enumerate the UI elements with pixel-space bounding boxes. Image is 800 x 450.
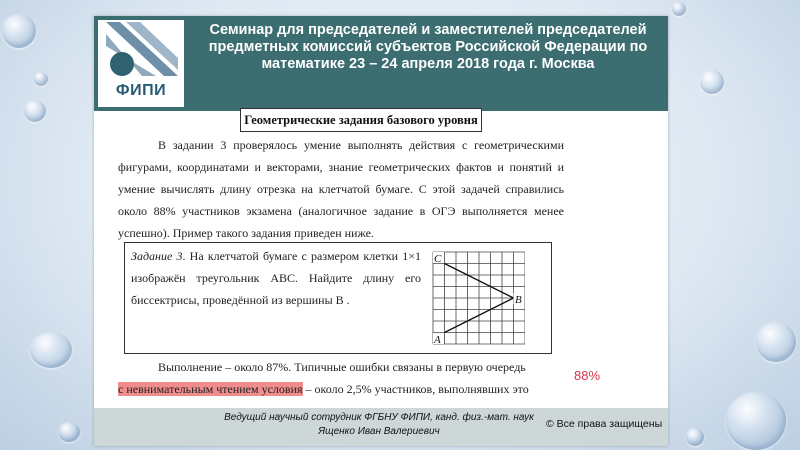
fipi-emblem-icon (98, 20, 184, 82)
decorative-water-drop (726, 392, 786, 450)
copyright-notice: © Все права защищены (546, 418, 663, 430)
result-text (118, 356, 564, 400)
percentage-annotation: 88% (574, 368, 601, 383)
section-title: Геометрические задания базового уровня (240, 108, 482, 132)
result-continuation: – около 2,5% участников, выполнявших это (302, 382, 529, 396)
decorative-water-drop (34, 72, 48, 86)
logo-text: ФИПИ (115, 82, 167, 99)
vertex-label-a: A (434, 334, 441, 346)
task-body: . На клетчатой бумаге с размером клетки 1×1 изображён треугольник ABC. Найдите длину его биссектрисы, проведённой из вершины B . (131, 249, 421, 307)
author-credit (214, 411, 544, 439)
task-label: Задание 3 (131, 249, 183, 263)
decorative-water-drop (2, 14, 36, 48)
result-line: Выполнение – около 87%. Типичные ошибки связаны в первую очередь (158, 360, 526, 374)
body-text (118, 134, 564, 244)
fipi-logo (98, 20, 184, 107)
author-line: Ященко Иван Валериевич (318, 426, 440, 437)
presentation-slide (94, 16, 668, 446)
decorative-water-drop (756, 322, 796, 362)
decorative-water-drop (24, 100, 46, 122)
highlighted-phrase: с невнимательным чтением условия (118, 382, 303, 396)
decorative-water-drop (686, 428, 704, 446)
decorative-water-drop (58, 422, 80, 442)
triangle-grid-figure (429, 248, 525, 348)
task-box (124, 242, 552, 354)
slide-title-line: предметных комиссий субъектов Российской Федерации по (208, 39, 648, 55)
vertex-label-b: B (515, 294, 522, 306)
slide-title-line: математике 23 – 24 апреля 2018 года г. Москва (261, 56, 595, 72)
vertex-label-c: C (434, 253, 442, 265)
slide-title (194, 22, 662, 73)
slide-header (94, 16, 668, 111)
task-text (131, 245, 421, 311)
author-line: Ведущий научный сотрудник ФГБНУ ФИПИ, канд. физ.-мат. наук (224, 412, 534, 423)
decorative-water-drop (672, 2, 686, 16)
slide-footer (94, 408, 668, 446)
decorative-water-drop (30, 332, 72, 368)
decorative-water-drop (700, 70, 724, 94)
body-paragraph: В задании 3 проверялось умение выполнять действия с геометрическими фигурами, координатами и векторами, знание геометрических фактов и понятий и умение вычислять длину отрезка на клетчатой бумаге. С этой задачей справились около 88% участников экзамена (аналогичное задание в ОГЭ выполняется менее успешно). Пример такого задания приведен ниже. (118, 138, 564, 240)
slide-title-line: Семинар для председателей и заместителей председателей (209, 22, 647, 38)
